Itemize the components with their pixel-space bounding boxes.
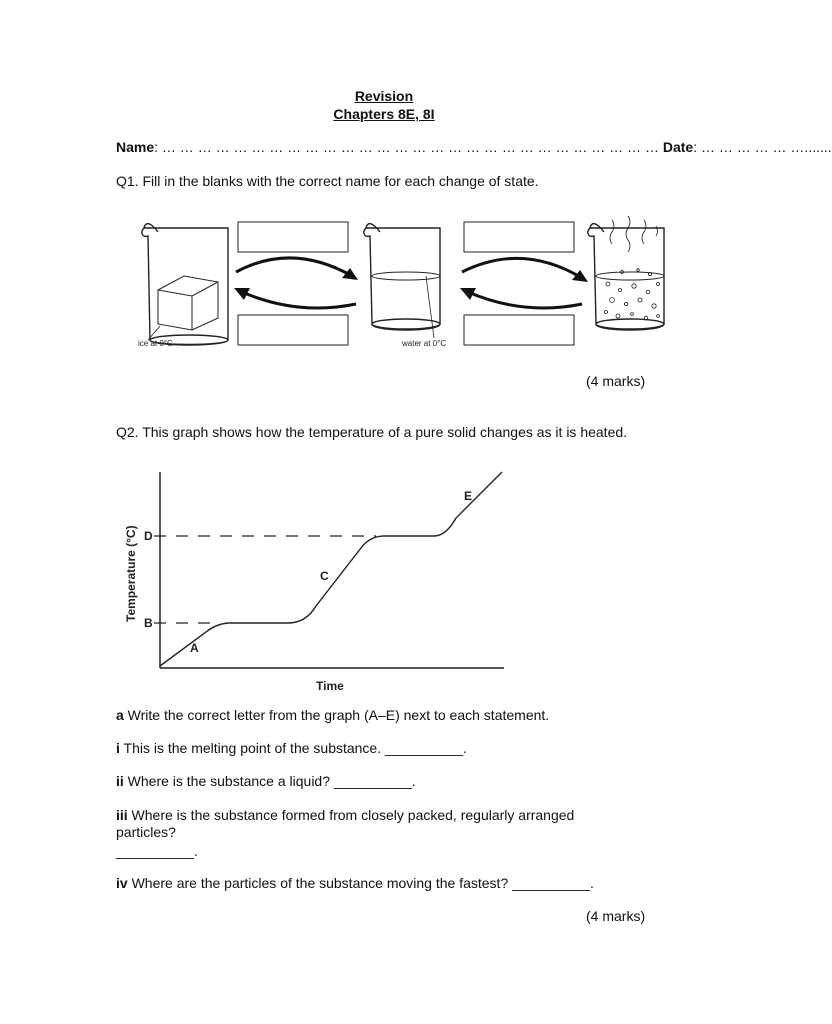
statement-num: ii bbox=[116, 773, 124, 789]
statement-text: __________. bbox=[116, 843, 198, 859]
states-diagram bbox=[130, 212, 670, 362]
statement-iii[interactable] bbox=[116, 807, 636, 841]
statement-text: Where are the particles of the substance moving the fastest? __________. bbox=[127, 875, 594, 891]
label-c: C bbox=[320, 569, 329, 583]
ice-label: ice at 0°C bbox=[138, 339, 173, 348]
heating-graph bbox=[116, 468, 516, 700]
tick-d: D bbox=[144, 529, 153, 543]
arrow-steam-to-water bbox=[460, 288, 582, 308]
name-field[interactable]: : … … … … … … … … … … … … … … … … … … … … … … … … … … … … bbox=[154, 139, 659, 155]
statement-text: This is the melting point of the substance. __________. bbox=[119, 740, 467, 756]
arrow-water-to-steam bbox=[462, 258, 588, 282]
page-title: Revision bbox=[354, 88, 414, 104]
tick-b: B bbox=[144, 616, 153, 630]
statement-iii-blank[interactable] bbox=[116, 843, 198, 860]
statement-ii[interactable] bbox=[116, 773, 416, 790]
q1-text: Q1. Fill in the blanks with the correct name for each change of state. bbox=[116, 173, 539, 189]
label-a: A bbox=[190, 641, 199, 655]
statement-num: iv bbox=[116, 875, 128, 891]
q1-marks: (4 marks) bbox=[586, 373, 646, 389]
q2-marks: (4 marks) bbox=[586, 908, 646, 924]
q2a-text: Write the correct letter from the graph (A–E) next to each statement. bbox=[123, 707, 550, 723]
name-label: Name bbox=[116, 139, 155, 155]
name-date-line bbox=[116, 139, 832, 156]
statement-text: Where is the substance formed from closely packed, regularly arranged particles? bbox=[116, 807, 575, 840]
answer-box-condensing[interactable] bbox=[464, 315, 574, 345]
arrow-ice-to-water bbox=[236, 258, 358, 280]
x-axis-label: Time bbox=[316, 679, 344, 693]
arrow-water-to-ice bbox=[234, 288, 356, 308]
beaker-boiling bbox=[588, 216, 664, 330]
q2a-instruction bbox=[116, 707, 549, 724]
page-subtitle: Chapters 8E, 8I bbox=[333, 106, 435, 122]
statement-num: i bbox=[116, 740, 120, 756]
beaker-water bbox=[364, 224, 440, 338]
bubbles bbox=[605, 269, 660, 320]
water-label: water at 0°C bbox=[402, 339, 447, 348]
q2-text: Q2. This graph shows how the temperature of a pure solid changes as it is heated. bbox=[116, 424, 628, 440]
statement-num: iii bbox=[116, 807, 128, 823]
heating-curve bbox=[160, 472, 502, 666]
answer-box-freezing[interactable] bbox=[238, 315, 348, 345]
y-axis-label: Temperature (°C) bbox=[124, 525, 138, 622]
label-e: E bbox=[464, 489, 473, 503]
statement-i[interactable] bbox=[116, 740, 467, 757]
statement-text: Where is the substance a liquid? __________. bbox=[123, 773, 416, 789]
statement-iv[interactable] bbox=[116, 875, 594, 892]
answer-box-boiling[interactable] bbox=[464, 222, 574, 252]
q2a-label: a bbox=[116, 707, 124, 723]
beaker-ice bbox=[142, 224, 228, 345]
date-label: Date bbox=[662, 139, 694, 155]
answer-box-melting[interactable] bbox=[238, 222, 348, 252]
date-field[interactable]: : … … … … … …....... bbox=[693, 139, 832, 155]
